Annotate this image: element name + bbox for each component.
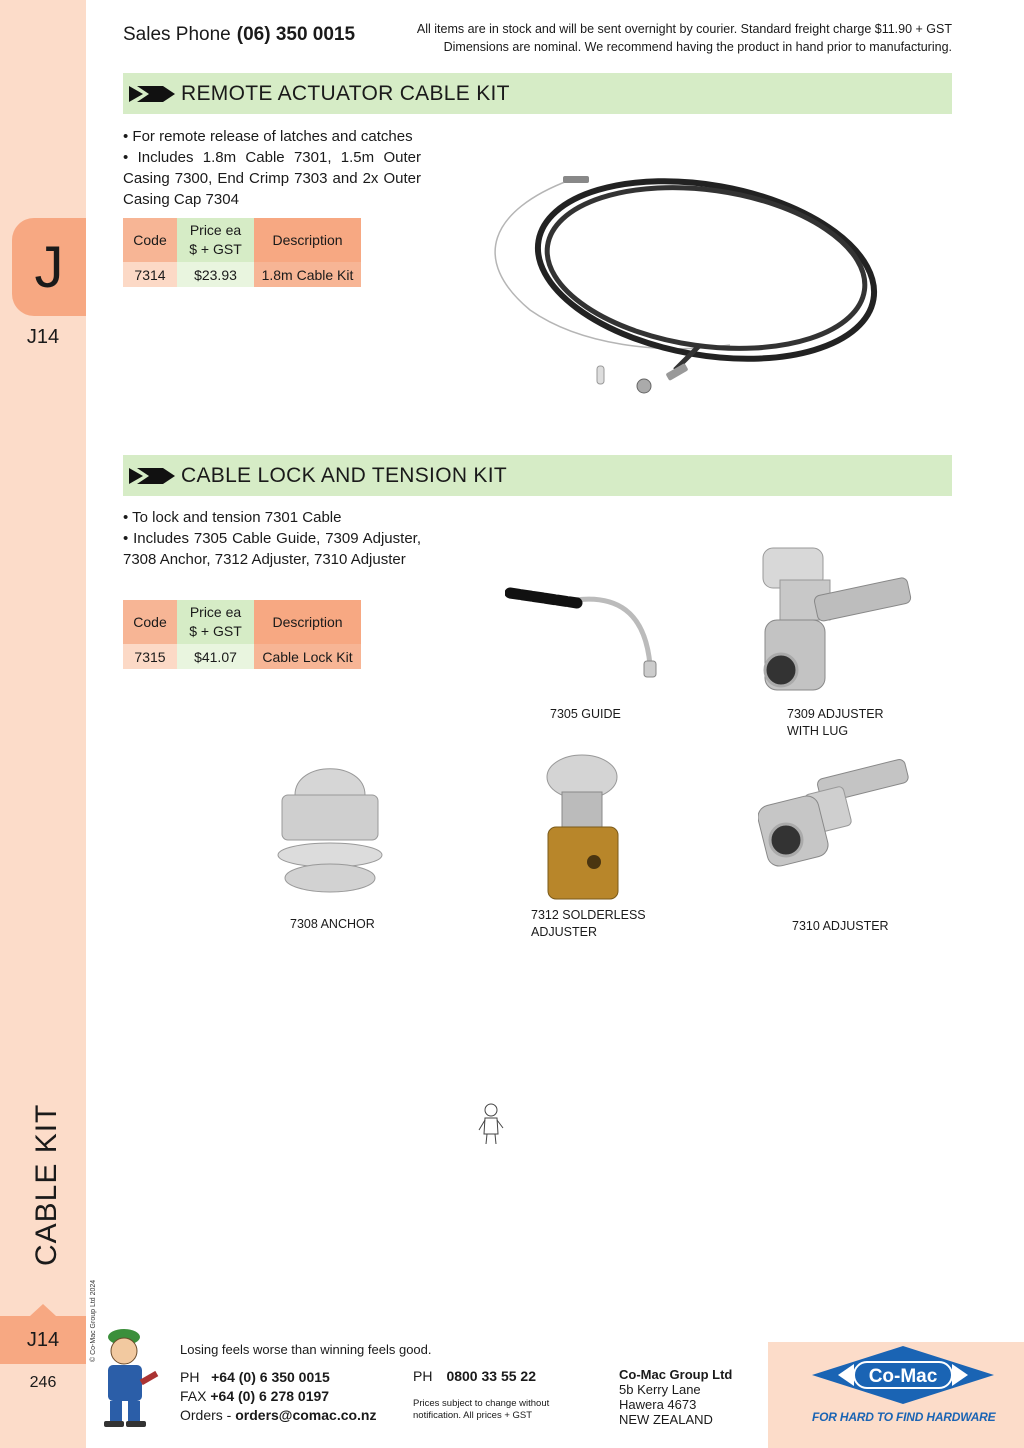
sales-phone-number: (06) 350 0015 xyxy=(236,24,356,45)
sales-phone xyxy=(123,24,355,46)
cell-code: 7314 xyxy=(123,262,177,287)
bullet-item: • Includes 1.8m Cable 7301, 1.5m Outer Casing 7300, End Crimp 7303 and 2x Outer Casing Cap 7304 xyxy=(123,149,421,208)
address-line: Hawera 4673 xyxy=(619,1397,697,1412)
caption-anchor: 7308 ANCHOR xyxy=(290,917,375,931)
footer-freephone xyxy=(413,1368,536,1384)
section-title: CABLE LOCK AND TENSION KIT xyxy=(181,463,507,487)
ph-label: PH xyxy=(180,1369,200,1385)
header-code: Code xyxy=(123,600,177,644)
table-row xyxy=(123,644,361,669)
header-price-line-2: $ + GST xyxy=(189,623,242,639)
section2-bullets xyxy=(123,507,421,570)
header-description: Description xyxy=(254,218,361,262)
cell-price: $23.93 xyxy=(177,262,254,287)
adjuster-image xyxy=(758,752,913,867)
sales-phone-label: Sales Phone xyxy=(123,24,231,45)
fax-label: FAX xyxy=(180,1388,207,1404)
company-name: Co-Mac Group Ltd xyxy=(619,1367,733,1382)
orders-email[interactable]: orders@comac.co.nz xyxy=(235,1407,377,1423)
cell-code: 7315 xyxy=(123,644,177,669)
bottom-section-code xyxy=(0,1316,86,1364)
header-description: Description xyxy=(254,600,361,644)
bullet-item: • For remote release of latches and catches xyxy=(123,128,413,145)
bottom-section-code-text: J14 xyxy=(26,1328,60,1351)
section1-bullets xyxy=(123,126,421,210)
cell-price: $41.07 xyxy=(177,644,254,669)
header-code: Code xyxy=(123,218,177,262)
address-line: 5b Kerry Lane xyxy=(619,1382,701,1397)
caption-line: ADJUSTER xyxy=(531,925,597,939)
section-title: REMOTE ACTUATOR CABLE KIT xyxy=(181,81,510,105)
price-note xyxy=(413,1398,583,1422)
caption-line: 7309 ADJUSTER xyxy=(787,707,884,721)
guide-image xyxy=(505,585,665,685)
logo-tagline: FOR HARD TO FIND HARDWARE xyxy=(812,1410,996,1424)
orders-label: Orders - xyxy=(180,1407,232,1423)
header-price-line-1: Price ea xyxy=(189,222,242,238)
ph2-value: 0800 33 55 22 xyxy=(446,1368,536,1384)
bullet-item: • To lock and tension 7301 Cable xyxy=(123,509,342,526)
price-table-7314 xyxy=(123,218,361,287)
cell-description: 1.8m Cable Kit xyxy=(254,262,361,287)
notice-line-2: Dimensions are nominal. We recommend having the product in hand prior to manufacturing. xyxy=(443,40,952,54)
section-letter: J xyxy=(34,234,64,300)
solderless-adjuster-image xyxy=(540,752,630,902)
notice-line-1: All items are in stock and will be sent overnight by courier. Standard freight charge $11.90 + GST xyxy=(416,22,952,36)
mascot-icon xyxy=(90,1325,162,1429)
arrow-icon xyxy=(129,84,175,104)
price-note-line: notification. All prices + GST xyxy=(413,1410,533,1421)
section-header-cable-lock xyxy=(123,455,952,496)
address-line: NEW ZEALAND xyxy=(619,1412,713,1427)
caption-adjuster-lug xyxy=(787,706,884,740)
caption-line: WITH LUG xyxy=(787,724,849,738)
page-number: 246 xyxy=(29,1374,57,1391)
caption-line: 7312 SOLDERLESS xyxy=(531,908,646,922)
footer-slogan: Losing feels worse than winning feels good. xyxy=(180,1342,432,1357)
cell-description: Cable Lock Kit xyxy=(254,644,361,669)
caption-adjuster: 7310 ADJUSTER xyxy=(792,919,889,933)
ph-value: +64 (0) 6 350 0015 xyxy=(211,1369,330,1385)
header-price xyxy=(177,600,254,644)
caption-solderless xyxy=(531,907,646,941)
comac-logo xyxy=(810,1344,996,1406)
price-note-line: Prices subject to change without xyxy=(413,1398,550,1409)
footer-contact xyxy=(180,1368,377,1425)
adjuster-lug-image xyxy=(755,540,915,700)
header-price xyxy=(177,218,254,262)
logo-text: Co-Mac xyxy=(868,1366,938,1387)
bottom-code-peak xyxy=(30,1304,56,1316)
header-price-line-2: $ + GST xyxy=(189,241,242,257)
cable-kit-image xyxy=(470,140,890,410)
mascot-sketch-icon xyxy=(476,1102,506,1146)
price-table-7315 xyxy=(123,600,361,669)
company-address xyxy=(619,1367,732,1427)
section-letter-tab xyxy=(12,218,86,316)
caption-guide: 7305 GUIDE xyxy=(550,707,621,721)
section-code: J14 xyxy=(26,326,60,348)
arrow-icon xyxy=(129,466,175,486)
shipping-notice xyxy=(380,20,952,56)
fax-value: +64 (0) 6 278 0197 xyxy=(210,1388,330,1404)
bullet-item: • Includes 7305 Cable Guide, 7309 Adjuster, 7308 Anchor, 7312 Adjuster, 7310 Adjuster xyxy=(123,530,421,568)
header-price-line-1: Price ea xyxy=(189,604,242,620)
vertical-section-title: CABLE KIT xyxy=(30,1103,63,1266)
section-header-remote-actuator xyxy=(123,73,952,114)
copyright-notice: © Co-Mac Group Ltd 2024 xyxy=(90,1279,97,1362)
ph2-label: PH xyxy=(413,1368,433,1384)
table-row xyxy=(123,262,361,287)
anchor-image xyxy=(270,750,390,900)
